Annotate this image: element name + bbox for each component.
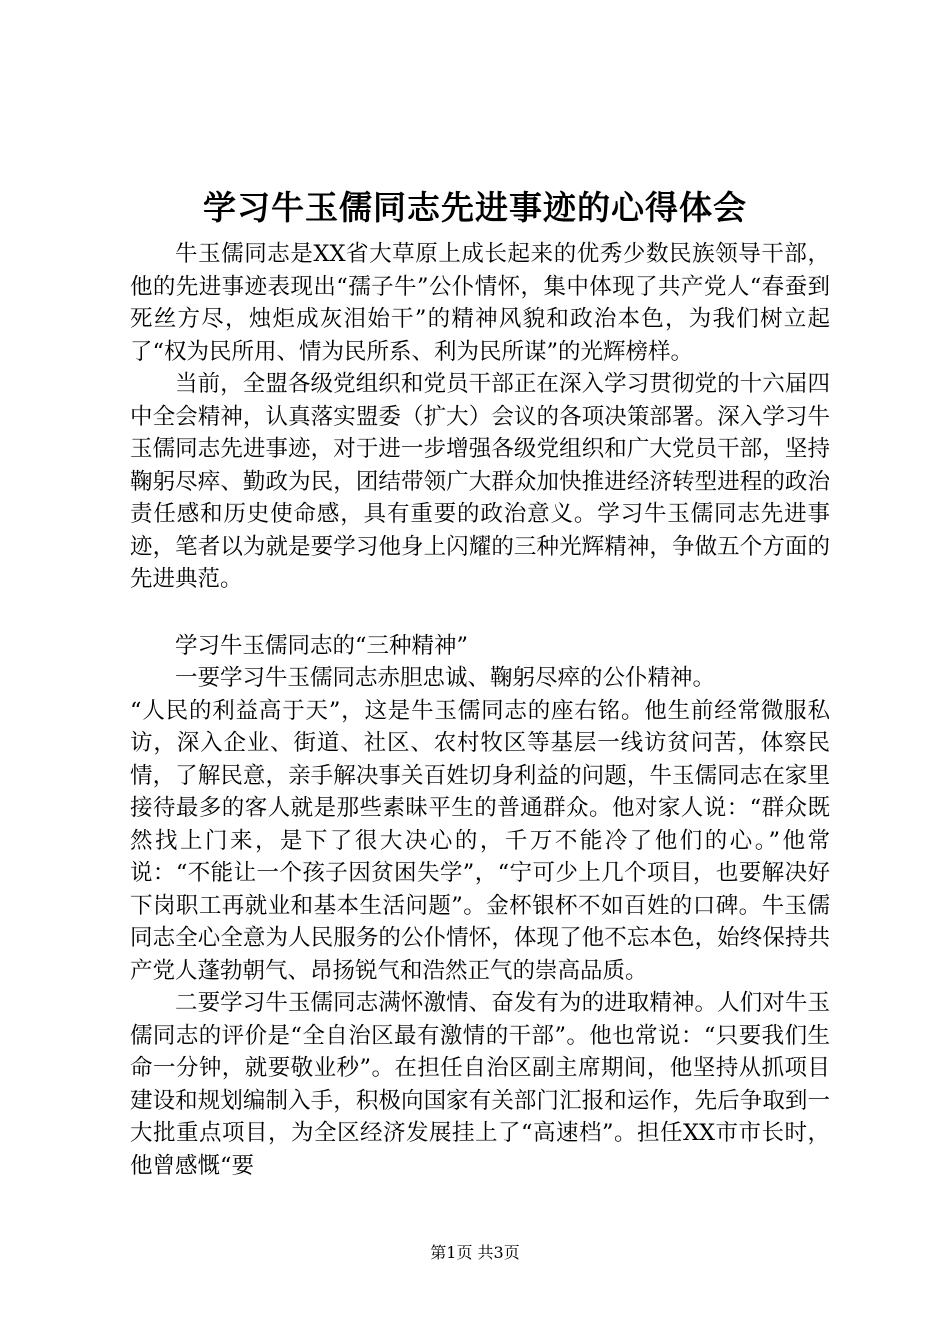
paragraph-spirit-one-body: “人民的利益高于天”，这是牛玉儒同志的座右铭。他生前经常微服私访，深入企业、街道、社区、农村牧区等基层一线访贫问苦，体察民情，了解民意，亲手解决事关百姓切身利益的问题，牛玉儒同志在家里接待最多的客人就是那些素昧平生的普通群众。他对家人说：“群众既然找上门来，是下了很大决心的，千万不能冷了他们的心。”他常说：“不能让一个孩子因贫困失学”，“宁可少上几个项目，也要解决好下岗职工再就业和基本生活问题”。金杯银杯不如百姓的口碑。牛玉儒同志全心全意为人民服务的公仆情怀，体现了他不忘本色，始终保持共产党人蓬勃朝气、昂扬锐气和浩然正气的崇高品质。 xyxy=(130,697,830,984)
paragraph-intro: 牛玉儒同志是XX省大草原上成长起来的优秀少数民族领导干部，他的先进事迹表现出“孺子牛”公仆情怀，集中体现了共产党人“春蚕到死丝方尽，烛炬成灰泪始干”的精神风貌和政治本色，为我们树立起了“权为民所用、情为民所系、利为民所谋”的光辉榜样。 xyxy=(130,241,830,365)
paragraph-spirit-one-heading: 一要学习牛玉儒同志赤胆忠诚、鞠躬尽瘁的公仆精神。 xyxy=(175,665,716,691)
paragraph-context: 当前，全盟各级党组织和党员干部正在深入学习贯彻党的十六届四中全会精神，认真落实盟委（扩大）会议的各项决策部署。深入学习牛玉儒同志先进事迹，对于进一步增强各级党组织和广大党员干部，坚持鞠躬尽瘁、勤政为民，团结带领广大群众加快推进经济转型进程的政治责任感和历史使命感，具有重要的政治意义。学习牛玉儒同志先进事迹，笔者以为就是要学习他身上闪耀的三种光辉精神，争做五个方面的先进典范。 xyxy=(130,371,830,592)
section-heading: 学习牛玉儒同志的“三种精神” xyxy=(175,632,469,659)
document-title: 学习牛玉儒同志先进事迹的心得体会 xyxy=(203,188,747,227)
paragraph-spirit-two: 二要学习牛玉儒同志满怀激情、奋发有为的进取精神。人们对牛玉儒同志的评价是“全自治区最有激情的干部”。他也常说：“只要我们生命一分钟，就要敬业秒”。在担任自治区副主席期间，他坚持从抓项目建设和规划编制入手，积极向国家有关部门汇报和运作，先后争取到一大批重点项目，为全区经济发展挂上了“高速档”。担任XX市市长时，他曾感慨“要 xyxy=(130,990,830,1179)
document-body xyxy=(130,238,830,1182)
page-number: 第1页 共3页 xyxy=(430,1243,520,1262)
paragraph-spacer xyxy=(130,596,830,630)
